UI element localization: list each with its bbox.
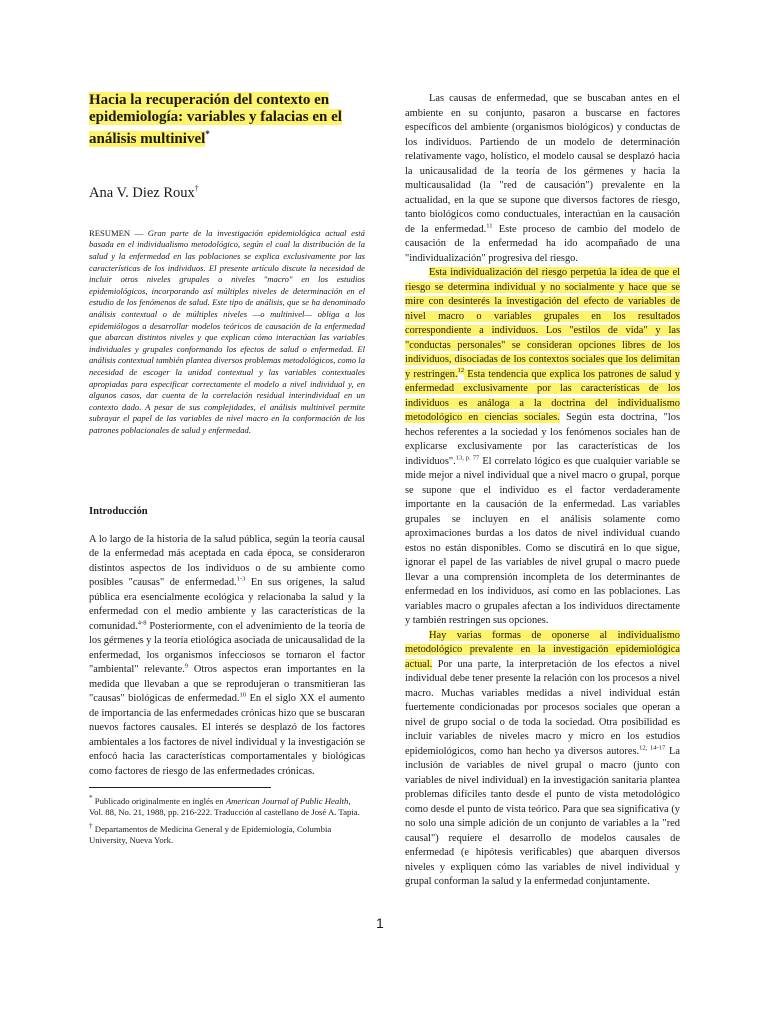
citation-ref: 12 xyxy=(457,367,465,375)
body-paragraph-1 xyxy=(405,92,680,266)
author-footnote-mark: † xyxy=(194,184,199,193)
paragraph-text: Por una parte, la interpretación de los efectos a nivel individual debe tener presente la relación con los procesos a nivel macro. Muchas variables medidas a nivel individual están fuertemente condicionadas por procesos sociales que operan a nivel de grupo social o de toda la sociedad. Otra posibilidad es incluir variables de niveles macro y micro en los estudios epidemiológicos, como han hecho ya diversos autores. xyxy=(405,658,680,757)
article-title-text: Hacia la recuperación del contexto en epidemiología: variables y falacias en el análisis multinivel xyxy=(89,92,342,147)
citation-ref: 10 xyxy=(239,691,246,699)
title-footnote-mark: * xyxy=(205,129,210,139)
intro-text-4: Otros aspectos eran importantes en la medida que llevaban a que se reprodujeran o transmitieran las "causas" biológicas de enfermedad. xyxy=(89,664,365,705)
highlighted-text: Esta tendencia que explica los patrones de salud y enfermedad exclusivamente por las características de los individuos es análoga a la doctrina del individualismo metodológico en ciencias sociales. xyxy=(405,368,680,423)
footnote-divider xyxy=(89,787,271,788)
footnote-text: , Vol. 88, No. 21, 1988, pp. 216-222. Traducción al castellano de José A. Tapia. xyxy=(89,795,360,818)
citation-ref: 9 xyxy=(184,662,189,670)
author-text: Ana V. Diez Roux xyxy=(89,184,195,201)
article-title xyxy=(89,92,365,148)
intro-text-3: Posteriormente, con el advenimiento de la teoría de los gérmenes y la teoría etiológica asociada de unicausalidad de la enfermedad, los organismos infecciosos se tornaron el factor "ambiental" relevante. xyxy=(89,620,365,676)
intro-text-1: A lo largo de la historia de la salud pública, según la teoría causal de la enfermedad más aceptada en cada época, se consideraron distintos aspectos de los individuos o de su ambiente como posibles "causas" de enfermedad. xyxy=(89,533,365,589)
intro-text-2: En sus orígenes, la salud pública era esencialmente ecológica y relacionaba la salud y la enfermedad con el medio ambiente y las características de la comunidad. xyxy=(89,577,365,632)
body-paragraph-3 xyxy=(405,629,680,890)
highlighted-text: Esta individualización del riesgo perpetúa la idea de que el riesgo se determina individual y no socialmente y hace que se mire con desinterés la investigación del efecto de variables de nivel macro o variables grupales en los resultados correspondiente a individuos. Los "estilos de vida" y las "conductas personales" se consideran opciones libres de los individuos, disociadas de los contextos sociales que los delimitan y restringen. xyxy=(405,267,680,380)
abstract-text: Gran parte de la investigación epidemiológica actual está basada en el individualismo metodológico, según el cual la distribución de la salud y la enfermedad en las poblaciones se explica exclusivamente por las características de los individuos. El presente artículo discute la necesidad de incluir otros niveles grupales o niveles "macro" en los estudios epidemiológicos, incorporando así múltiples niveles de determinación en el estudio de los fenómenos de salud. Este tipo de análisis, que se ha denominado análisis contextual o de múltiples niveles —o multinivel— obliga a los epidemiólogos a desarrollar modelos teóricos de causación de la enfermedad que abarcan distintos niveles y que explican cómo interactúan las variables individuales y grupales conformando los efectos de salud o enfermedad. El análisis contextual también plantea diversos problemas metodológicos, como la necesidad de escoger la unidad contextual y las variables contextuales apropiadas para especificar correctamente el modelo a nivel individual y, en algunos casos, dar cuenta de la correlación residual interindividual en un contexto dado. A pesar de sus complejidades, el análisis multinivel permite subrayar el papel de las variables de nivel macro en la conformación de los patrones poblacionales de salud y enfermedad. xyxy=(89,227,365,435)
citation-ref: 12, 14-17 xyxy=(639,744,666,752)
footnote-text: Departamentos de Medicina General y de Epidemiología, Columbia University, Nueva York. xyxy=(89,823,332,846)
page-number: 1 xyxy=(376,915,384,931)
highlighted-text: Hay varias formas de oponerse al individualismo metodológico prevalente en la investigación epidemiológica actual. xyxy=(405,629,680,670)
paragraph-text: La inclusión de variables de nivel grupal o macro (junto con variables de nivel individual) en la investigación sanitaria plantea problemas difíciles tanto desde el punto de vista metodológico como desde el punto de vista teórico. Para que sea significativa (y no solo una simple adición de un conjunto de variables a la "red causal") requiere el desarrollo de modelos causales de enfermedad (e hipótesis verificables) que abarquen diversos niveles y expliquen cómo las variables de nivel individual y grupal conforman la salud y la enfermedad conjuntamente. xyxy=(405,745,681,887)
right-column xyxy=(405,92,680,890)
paragraph-text: El correlato lógico es que cualquier variable se mide mejor a nivel individual que a nivel macro o grupal, porque se supone que el individuo es el factor verdaderamente importante en la causación de la enfermedad. Las variables grupales se incluyen en el análisis solamente como aproximaciones burdas a los datos de nivel individual cuando estos no están disponibles. Como se discutirá en lo que sigue, ignorar el papel de las variables de nivel grupal o macro puede llevar a una comprensión incompleta de los determinantes de enfermedad en los individuos, así como en las poblaciones. Las variables macro o grupales afectan a los individuos directamente y también restringen sus opciones. xyxy=(405,455,680,626)
paragraph-text: Las causas de enfermedad, que se buscaban antes en el ambiente en su conjunto, pasaron a buscarse en factores específicos del ambiente (organismos biológicos) y conductas de los individuos. Partiendo de un modelo de determinación relativamente vago, holístico, el modelo causal se desplazó hacia la unicausalidad de la teoría de los gérmenes y hacia la multicausalidad (la "red de causación") prevalente en la actualidad, en la que se supone que diversos factores de riesgo, tanto biológicos como conductuales, interactúan en la causación de la enfermedad. xyxy=(405,93,680,235)
left-column xyxy=(89,92,365,847)
introduction-paragraph xyxy=(89,533,365,780)
footnote-publication xyxy=(89,793,365,819)
body-paragraph-2 xyxy=(405,266,680,629)
footnote-text: Publicado originalmente en inglés en xyxy=(92,795,226,806)
abstract xyxy=(89,228,365,437)
citation-ref: 4-8 xyxy=(137,619,147,627)
abstract-lead: RESUMEN — xyxy=(89,227,148,238)
author-name xyxy=(89,184,365,202)
citation-ref: 11 xyxy=(486,222,493,230)
citation-ref: 1-3 xyxy=(236,575,246,583)
footnote-affiliation xyxy=(89,821,365,847)
paragraph-text: Este proceso de cambio del modelo de causación de la enfermedad ha ido acompañado de una "individualización" progresiva del riesgo. xyxy=(405,223,680,264)
section-heading-introduction: Introducción xyxy=(89,505,148,517)
intro-text-5: En el siglo XX el aumento de importancia de las enfermedades crónicas hizo que se buscaran nuevos factores causales. El interés se desplazó de los factores ambientales a los factores de nivel individual y la investigación se enfocó hacia las características comportamentales y biológicas como factores de riesgo de las enfermedades crónicas. xyxy=(89,693,366,777)
footnote-mark: † xyxy=(89,821,93,830)
footnote-mark: * xyxy=(89,794,93,803)
citation-ref: 13, p. 77 xyxy=(455,454,480,462)
journal-name: American Journal of Public Health xyxy=(225,795,349,806)
paragraph-text: Según esta doctrina, "los hechos referentes a la sociedad y los fenómenos sociales han de explicarse exclusivamente por las características de los individuos". xyxy=(405,412,680,467)
